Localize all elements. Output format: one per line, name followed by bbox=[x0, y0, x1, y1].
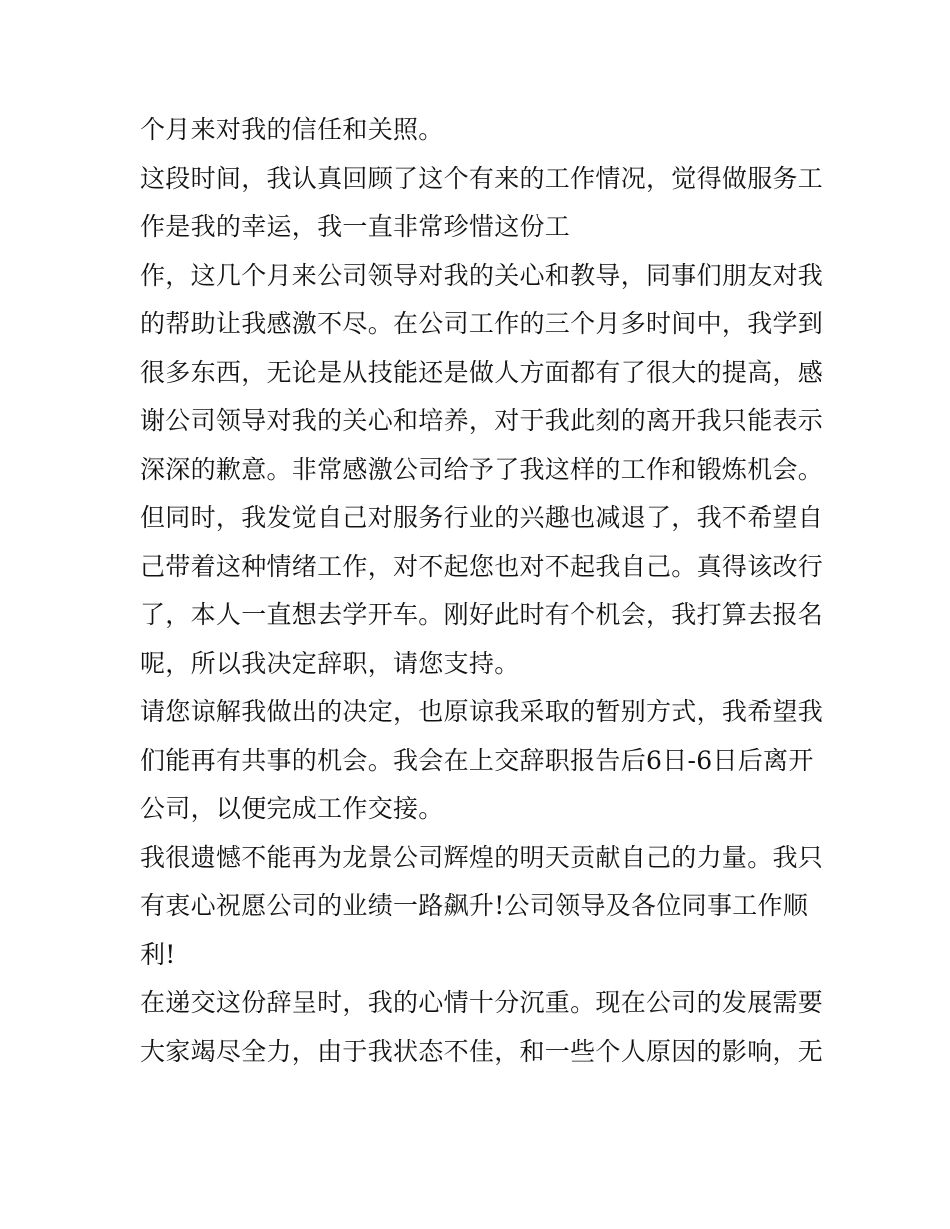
text-line: 作是我的幸运，我一直非常珍惜这份工 bbox=[140, 212, 571, 241]
text-line: 这段时间，我认真回顾了这个有来的工作情况，觉得做服务工 bbox=[140, 163, 824, 193]
text-line: 大家竭尽全力，由于我状态不佳，和一些个人原因的影响，无 bbox=[140, 1036, 824, 1066]
text-line: 但同时，我发觉自己对服务行业的兴趣也减退了，我不希望自 bbox=[140, 503, 824, 532]
text-line: 我很遗憾不能再为龙景公司辉煌的明天贡献自己的力量。我只 bbox=[140, 842, 824, 872]
text-line: 在递交这份辞呈时，我的心情十分沉重。现在公司的发展需要 bbox=[140, 988, 824, 1017]
text-line: 己带着这种情绪工作，对不起您也对不起我自己。真得该改行 bbox=[140, 551, 824, 581]
text-line: 呢，所以我决定辞职，请您支持。 bbox=[140, 648, 520, 678]
text-line: 有衷心祝愿公司的业绩一路飙升!公司领导及各位同事工作顺 bbox=[140, 891, 809, 920]
text-line: 深深的歉意。非常感激公司给予了我这样的工作和锻炼机会。 bbox=[140, 454, 824, 484]
text-line: 的帮助让我感激不尽。在公司工作的三个月多时间中，我学到 bbox=[140, 309, 824, 338]
text-line: 很多东西，无论是从技能还是做人方面都有了很大的提高，感 bbox=[140, 357, 824, 387]
text-line: 个月来对我的信任和关照。 bbox=[140, 115, 444, 144]
text-line: 利! bbox=[140, 939, 176, 969]
text-line: 谢公司领导对我的关心和培养，对于我此刻的离开我只能表示 bbox=[140, 406, 824, 435]
text-line: 了，本人一直想去学开车。刚好此时有个机会，我打算去报名 bbox=[140, 600, 824, 629]
text-line: 公司，以便完成工作交接。 bbox=[140, 794, 444, 823]
text-line: 们能再有共事的机会。我会在上交辞职报告后6日-6日后离开 bbox=[140, 745, 814, 775]
text-line: 请您谅解我做出的决定，也原谅我采取的暂别方式，我希望我 bbox=[140, 697, 824, 726]
text-line: 作，这几个月来公司领导对我的关心和教导，同事们朋友对我 bbox=[140, 260, 824, 290]
document-page bbox=[140, 106, 824, 1076]
